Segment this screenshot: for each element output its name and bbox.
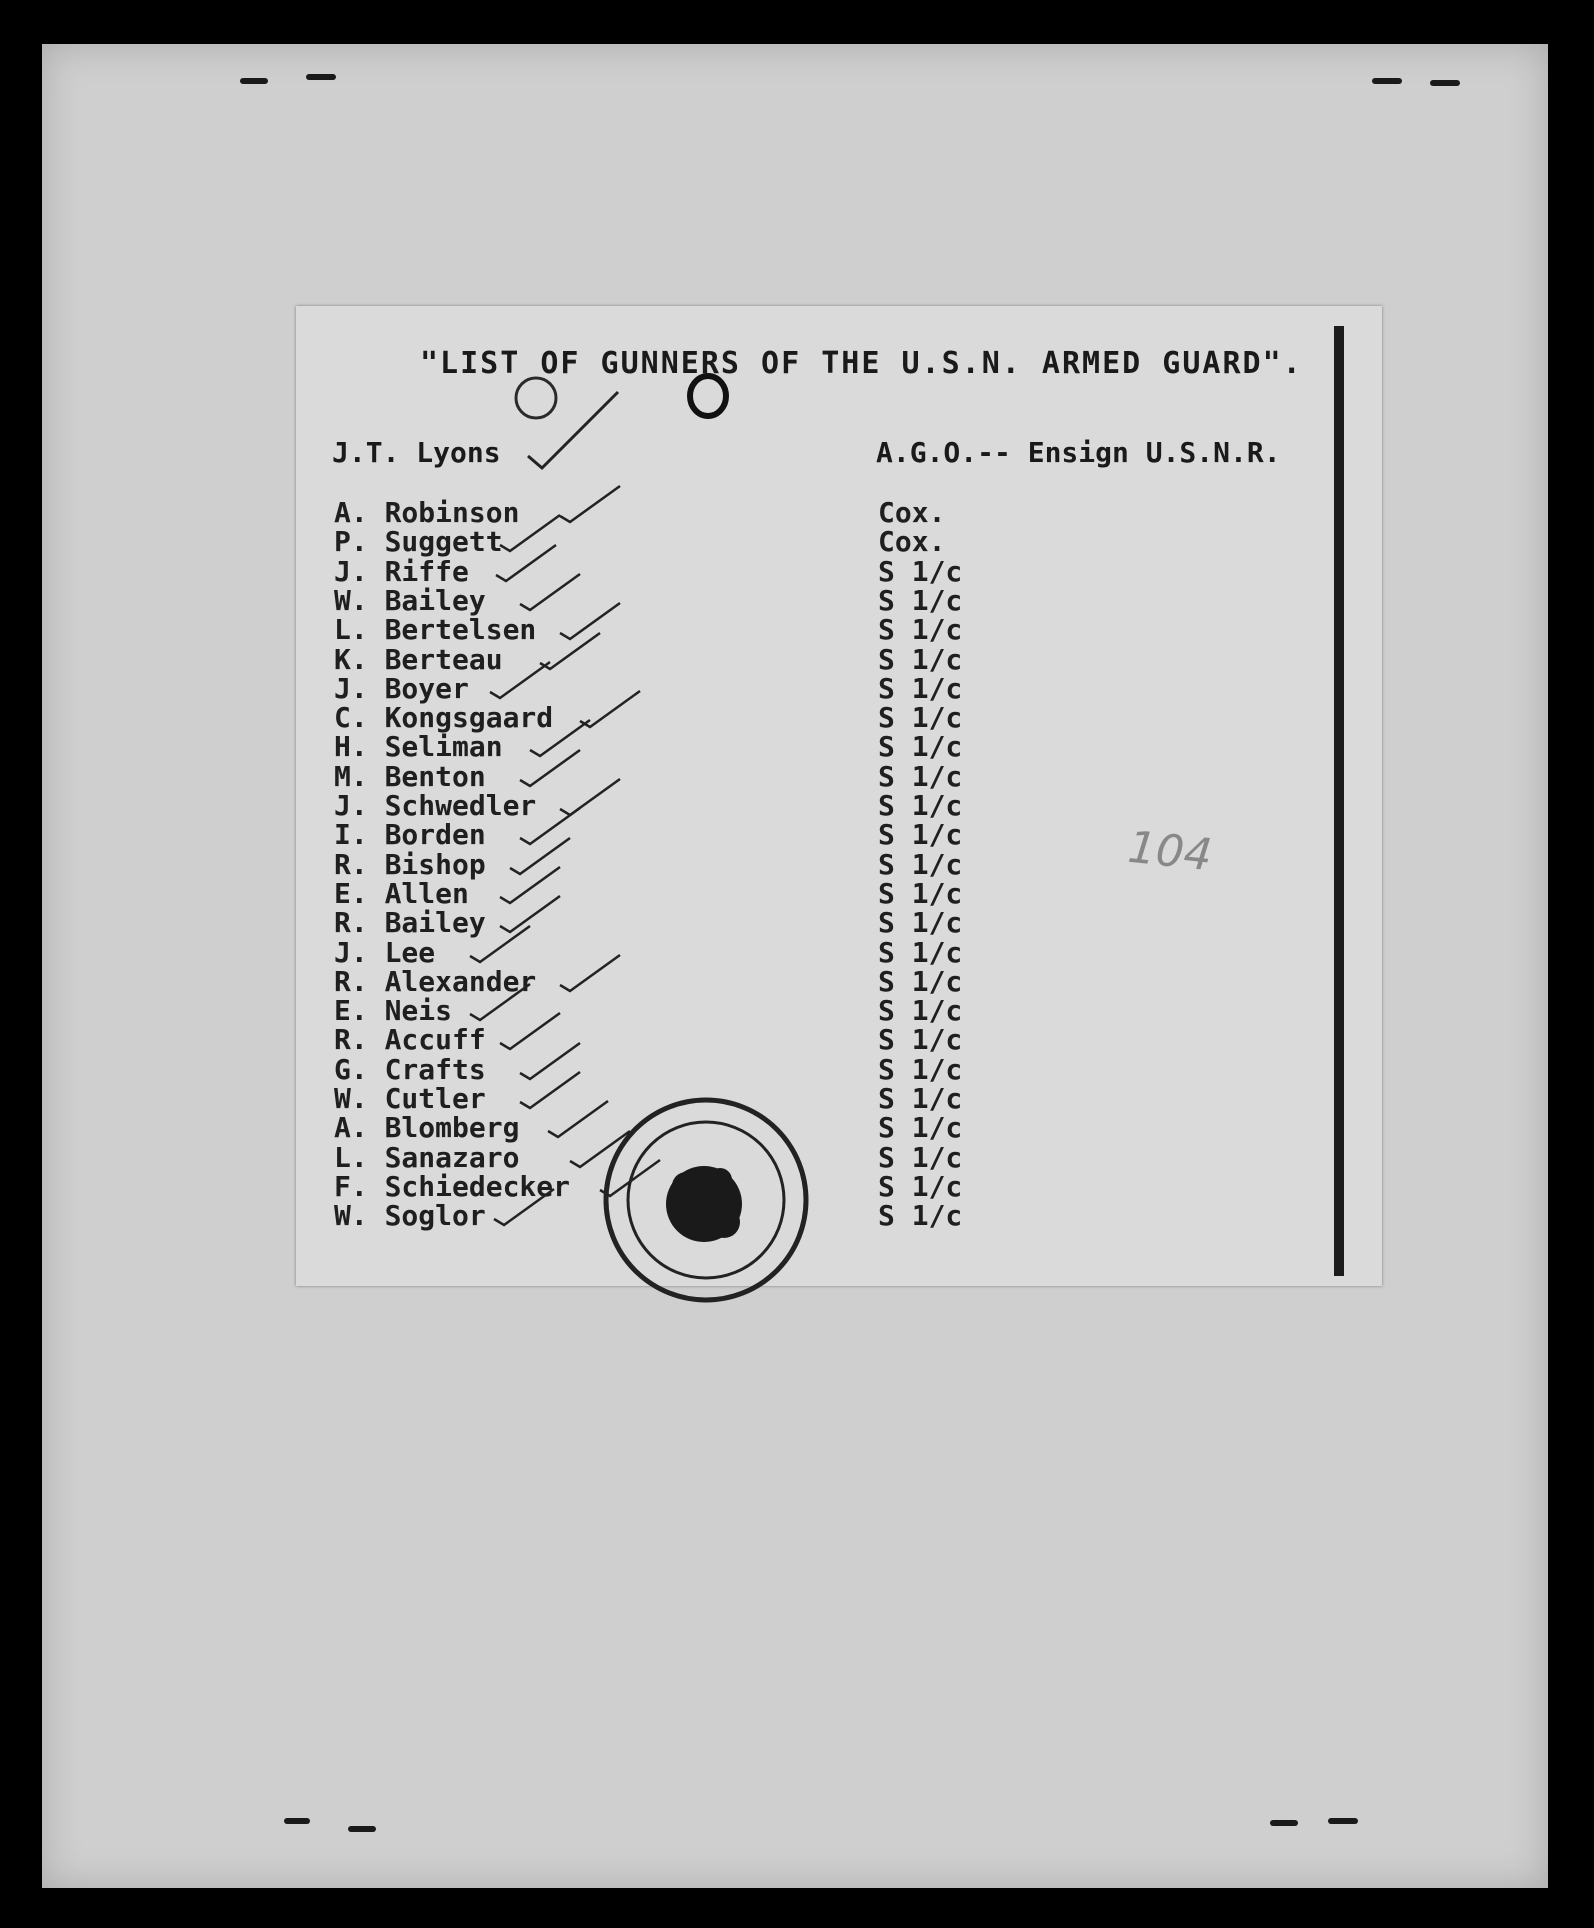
- crew-name: I. Borden: [334, 818, 486, 851]
- checkmark: [470, 984, 530, 1020]
- crew-rate: S 1/c: [878, 672, 963, 705]
- checkmark: [490, 662, 550, 698]
- officer-name: J.T. Lyons: [332, 436, 501, 469]
- checkmark: [500, 515, 560, 551]
- checkmark: [510, 838, 570, 874]
- crew-name: A. Robinson: [334, 496, 520, 529]
- checkmark-officer: [528, 392, 618, 468]
- officer-rank: A.G.O.-- Ensign U.S.N.R.: [876, 436, 1281, 469]
- crew-name: E. Allen: [334, 877, 469, 910]
- official-seal-stamp: [606, 1100, 806, 1300]
- crew-rate: S 1/c: [878, 760, 963, 793]
- crew-rate: S 1/c: [878, 1141, 963, 1174]
- crew-name: F. Schiedecker: [334, 1170, 571, 1203]
- crew-name: C. Kongsgaard: [334, 701, 554, 734]
- checkmark: [494, 1189, 554, 1225]
- crew-name: L. Bertelsen: [334, 613, 537, 646]
- crew-rate: S 1/c: [878, 613, 963, 646]
- crew-name: R. Accuff: [334, 1023, 486, 1056]
- crew-name: W. Bailey: [334, 584, 486, 617]
- crew-name: J. Schwedler: [334, 789, 537, 822]
- crew-checkmarks: [470, 486, 660, 1225]
- crew-name: H. Seliman: [334, 730, 503, 763]
- crew-rate: S 1/c: [878, 1053, 963, 1086]
- checkmark: [520, 750, 580, 786]
- checkmark: [560, 955, 620, 991]
- crew-rate: S 1/c: [878, 701, 963, 734]
- crew-rate: S 1/c: [878, 789, 963, 822]
- crew-name: L. Sanazaro: [334, 1141, 520, 1174]
- checkmark: [520, 1043, 580, 1079]
- crew-name: W. Cutler: [334, 1082, 486, 1115]
- crew-name: J. Lee: [334, 936, 436, 969]
- crew-name: J. Boyer: [334, 672, 469, 705]
- crew-rate: S 1/c: [878, 1170, 963, 1203]
- crew-name: G. Crafts: [334, 1053, 486, 1086]
- crew-rate: S 1/c: [878, 1199, 963, 1232]
- crew-rate: S 1/c: [878, 818, 963, 851]
- crew-rate: S 1/c: [878, 730, 963, 763]
- crew-rate: S 1/c: [878, 555, 963, 588]
- crew-rate: S 1/c: [878, 994, 963, 1027]
- crew-rate: S 1/c: [878, 965, 963, 998]
- checkmark: [470, 926, 530, 962]
- crew-name: A. Blomberg: [334, 1111, 520, 1144]
- checkmark: [548, 1101, 608, 1137]
- crew-name: P. Suggett: [334, 525, 503, 558]
- crew-name: R. Bishop: [334, 848, 486, 881]
- crew-rate: S 1/c: [878, 1111, 963, 1144]
- crew-name: E. Neis: [334, 994, 453, 1027]
- checkmark: [560, 779, 620, 815]
- checkmark: [560, 603, 620, 639]
- crew-rate: S 1/c: [878, 1082, 963, 1115]
- crew-name: J. Riffe: [334, 555, 469, 588]
- checkmark: [520, 808, 580, 844]
- crew-rate: S 1/c: [878, 936, 963, 969]
- crew-rate: Cox.: [878, 525, 946, 558]
- checkmark: [496, 545, 556, 581]
- ink-circle-right: [690, 376, 726, 416]
- crew-name: M. Benton: [334, 760, 486, 793]
- crew-rate: S 1/c: [878, 877, 963, 910]
- pencil-annotation: 104: [1125, 821, 1215, 882]
- pencil-circle-left: [516, 378, 556, 418]
- checkmark: [530, 720, 590, 756]
- crew-rate: S 1/c: [878, 848, 963, 881]
- checkmark: [500, 1013, 560, 1049]
- crew-rate: S 1/c: [878, 584, 963, 617]
- crew-rate: S 1/c: [878, 906, 963, 939]
- crew-rate: S 1/c: [878, 1023, 963, 1056]
- checkmark: [560, 486, 620, 522]
- crew-name: W. Soglor: [334, 1199, 486, 1232]
- checkmark: [500, 867, 560, 903]
- crew-rate: S 1/c: [878, 643, 963, 676]
- checkmark: [520, 574, 580, 610]
- crew-name: K. Berteau: [334, 643, 503, 676]
- crew-name: R. Bailey: [334, 906, 486, 939]
- crew-rate: Cox.: [878, 496, 946, 529]
- document-title: "LIST OF GUNNERS OF THE U.S.N. ARMED GUARD".: [420, 346, 1303, 381]
- crew-name: R. Alexander: [334, 965, 537, 998]
